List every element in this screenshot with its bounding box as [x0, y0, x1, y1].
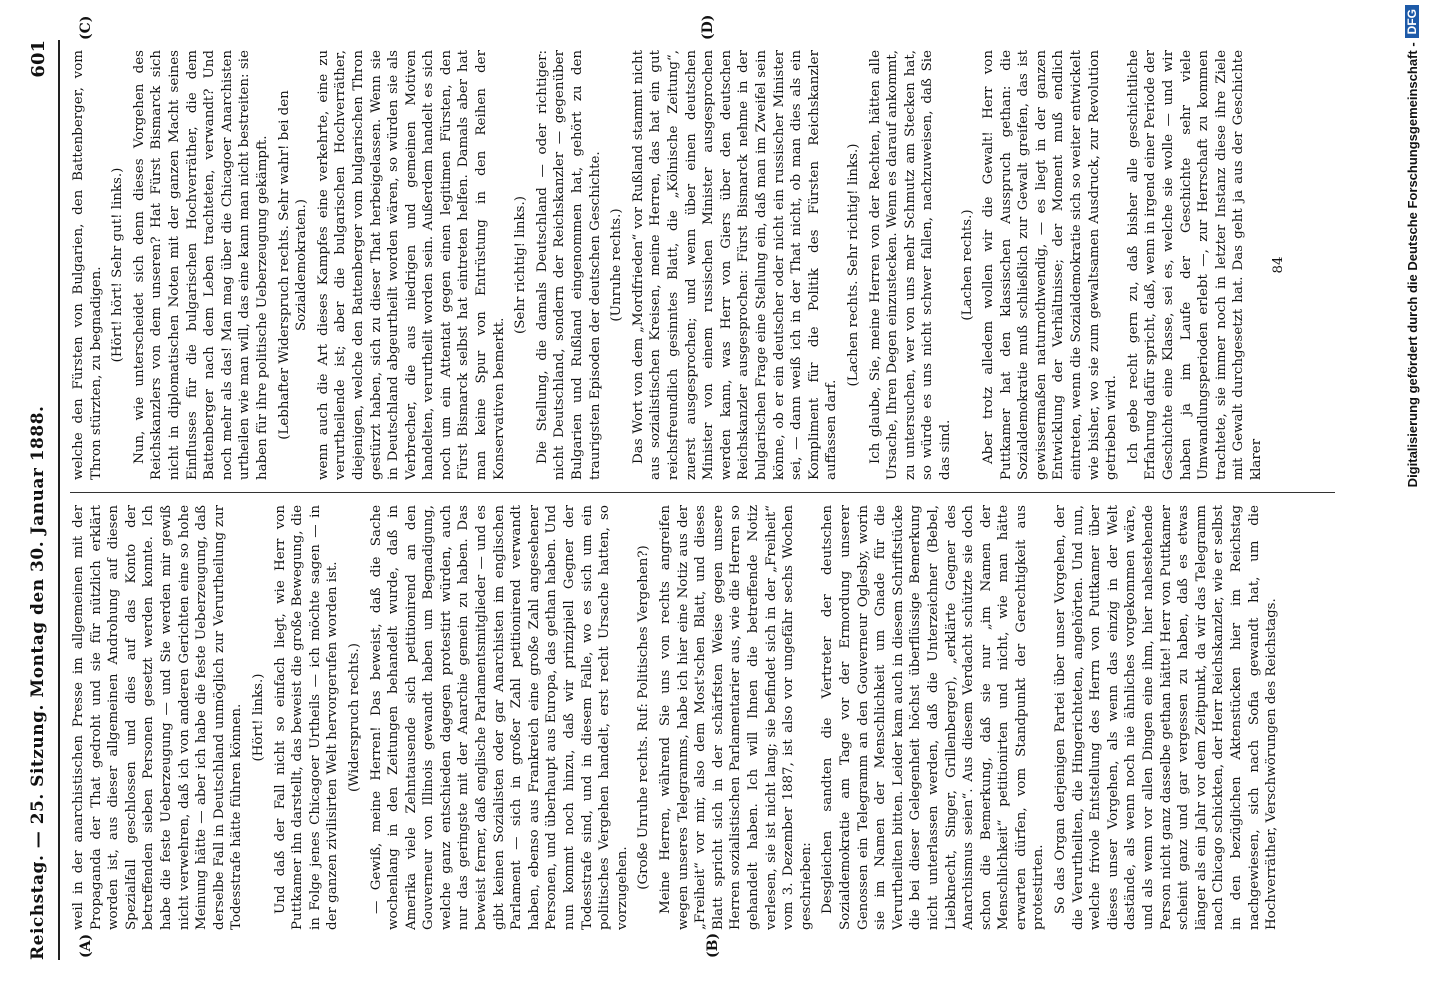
digitization-credit: [1398, 5, 1426, 985]
right-column: [70, 50, 1340, 480]
running-head: Reichstag. — 25. Sitzung. Montag den 30. Januar 1888.: [28, 405, 48, 960]
margin-marker-a: (A): [78, 933, 94, 958]
paragraph: welche den Fürsten von Bulgarien, den Battenberger, vom Thron stürzten, zu begnadigen.: [71, 50, 104, 480]
margin-marker-c: (C): [78, 15, 94, 40]
remark: (Lebhafter Widerspruch rechts. Sehr wahr! bei den Sozialdemokraten.): [276, 90, 310, 440]
remark: (Hört! hört! Sehr gut! links.): [110, 167, 126, 363]
dfg-logo: DFG: [1405, 5, 1419, 38]
paragraph: Die Stellung, die damals Deutschland — oder richtiger: nicht Deutschland, sondern der Reichskanzler — gegenüber Bulgarien und Rußland eingenommen hat, gehört zu den traurigsten Episoden der deutschen Geschichte.: [534, 50, 603, 480]
paragraph: — Gewiß, meine Herren! Das beweist, daß die Sache wochenlang in den Zeitungen behandelt wurde, daß in Amerika viele Zehntausende sich petitionirend an den Gouverneur von Illinois gewandt haben um Begnadigung, welche ganz entschieden dagegen protestirt würden, auch nur das geringste mit der Anarchie gemein zu haben. Das beweist ferner, daß englische Parlamentsmitglieder — und es gibt keinen Sozialisten oder gar Anarchisten im englischen Parlament — sich in großer Zahl petitionirend verwandt haben, ebenso aus Frankreich eine große Zahl angesehener Personen, und überhaupt aus Europa, das gethan haben. Und nun kommt noch hinzu, daß wir prinzipiell Gegner der Todesstrafe sind, und in diesem Falle, wo es sich um ein politisches Vergehen handelt, erst recht Ursache hatten, so vorzugehen.: [368, 505, 630, 930]
remark: (Sehr richtig! links.): [513, 196, 529, 334]
column-divider: [70, 492, 1335, 493]
remark: (Große Unruhe rechts. Ruf: Politisches Vergehen?): [636, 545, 652, 890]
remark: (Widerspruch rechts.): [346, 643, 362, 792]
remark: (Lachen rechts. Sehr richtig! links.): [845, 143, 861, 387]
paragraph: Aber trotz alledem wollen wir die Gewalt! Herr von Puttkamer hat den klassischen Ausspruch gethan: die Sozialdemokratie muß schließlich zur Gewalt greifen, das ist gewissermaßen naturnothwendig, — es liegt in der ganzen Entwicklung der Verhältnisse; der Moment muß endlich eintreten, wenn die Sozialdemokratie sich so weiter entwickelt wie bisher, wo sie zum gewaltsamen Ausdruck, zur Revolution getrieben wird.: [981, 50, 1120, 480]
paragraph: Und daß der Fall nicht so einfach liegt, wie Herr von Puttkamer ihn darstellt, das beweist die große Bewegung, die in Folge jenes Chicagoer Urtheils — ich möchte sagen — in der ganzen zivilisirten Welt hervorgerufen worden ist.: [272, 505, 341, 930]
paragraph: weil in der anarchistischen Presse im allgemeinen mit der Propaganda der That gedroht und sie für nützlich erklärt worden ist, aus dieser allgemeinen Androhung auf diesen Spezialfall geschlossen und dies auf das Konto der betreffenden sieben Personen gesetzt werden konnte. Ich habe die feste Ueberzeugung — und Sie werden mir gewiß nicht verwehren, daß ich von anderen Gerichten eine so hohe Meinung hätte — aber ich habe die feste Ueberzeugung, daß derselbe Fall in Deutschland unmöglich zur Verurtheilung zur Todesstrafe hätte führen können.: [71, 505, 245, 930]
paragraph: Nun, wie unterscheidet sich denn dieses Vorgehen des Reichskanzlers von dem unseren? Hat Fürst Bismarck sich nicht in diplomatischen Noten mit der ganzen Macht seines Einflusses für die bulgarischen Hochverräther, die dem Battenberger nach dem Leben trachteten, verwandt? Und noch mehr als das! Man mag über die Chicagoer Anarchisten urtheilen wie man will, das eine kann man nicht bestreiten: sie haben für ihre politische Ueberzeugung gekämpft.: [131, 50, 270, 480]
margin-marker-d: (D): [700, 14, 716, 40]
paragraph: Ich gebe recht gern zu, daß bisher alle geschichtliche Erfahrung dafür spricht, daß, wenn in irgend einer Periode der Geschichte eine Klasse, sei es, welche sie wolle — und wir haben ja im Laufe der Geschichte sehr viele Umwandlungsperioden erlebt —, zur Herrschaft zu kommen trachtete, sie immer noch in letzter Instanz diese ihre Ziele mit Gewalt durchgesetzt hat. Das geht ja aus der Geschichte klarer: [1125, 50, 1264, 480]
paragraph: So das Organ derjenigen Partei über unser Vorgehen, der die Verurtheilten, die Hingerichteten, angehörten. Und nun, welche frivole Entstellung des Herrn von Puttkamer über dieses unser Vorgehen, als wenn das einzig in der Welt dastände, als wenn noch nie ähnliches vorgekommen wäre, und als wenn vor allen Dingen eine ihm, hier nahestehende Person nicht ganz dasselbe gethan hätte! Herr von Puttkamer scheint ganz und gar vergessen zu haben, daß es etwas länger als ein Jahr vor dem Zeitpunkt, da wir das Telegramm nach Chicago schickten, der Herr Reichskanzler, wie er selbst in den bezüglichen Aktenstücken hier im Reichstag nachgewiesen, sich nach Sofia gewandt hat, um die Hochverräther, Verschwörungen des Reichstags.: [1053, 505, 1280, 930]
header-rule: [58, 40, 60, 960]
credit-text: Digitalisierung gefördert durch die Deutsche Forschungsgemeinschaft -: [1404, 42, 1420, 488]
paragraph: wenn auch die Art dieses Kampfes eine verkehrte, eine zu verurtheilende ist; aber die bulgarischen Hochverräther, diejenigen, welche den Battenberger vom bulgarischen Thron gestürzt haben, sich zu dieser That herbeigelassen. Wenn sie in Deutschland abgeurtheilt worden wären, so würden sie als Verbrecher, die aus niedrigen und gemeinen Motiven handelten, verurtheilt worden sein. Außerdem handelt es sich noch um ein Attentat gegen einen legitimen Fürsten, den Fürst Bismarck selbst hat eintreten helfen. Damals aber hat man keine Spur von Entrüstung in den Reihen der Konservativen bemerkt.: [315, 50, 507, 480]
remark: (Lachen rechts.): [959, 209, 975, 321]
margin-marker-b: (B): [705, 932, 721, 958]
left-column: [70, 505, 1340, 930]
paragraph: Meine Herren, während Sie uns von rechts angreifen wegen unseres Telegramms, habe ich hier eine Notiz aus der „Freiheit“ vor mir, also dem Most'schen Blatt, und dieses Blatt spricht sich in der schärfsten Weise gegen unsere Herren sozialistischen Parlamentarier aus, wie die Herren so gehandelt haben. Ich will Ihnen die betreffende Notiz verlesen, sie ist nicht lang; sie befindet sich in der „Freiheit“ vom 3. Dezember 1887, ist also vor ungefähr sechs Wochen geschrieben:: [658, 505, 814, 930]
remark: (Unruhe rechts.): [609, 208, 625, 322]
paragraph: Ich glaube, Sie, meine Herren von der Rechten, hätten alle Ursache, Ihren Degen einzustecken. Wenn es darauf ankommt, zu untersuchen, wer von uns mehr Schmutz am Stecken hat, so würde es uns nicht schwer fallen, nachzuweisen, daß Sie das sind.: [867, 50, 953, 480]
quotation: Desgleichen sandten die Vertreter der deutschen Sozialdemokratie am Tage vor der Ermordung unserer Genossen ein Telegramm an den Gouverneur Oglesby, worin sie im Namen der Menschlichkeit um Gnade für die Verurtheilten bitten. Leider kam auch in diesem Schriftstücke die bei dieser Gelegenheit höchst überflüssige Bemerkung nicht unterlassen werden, daß die Unterzeichner (Bebel, Liebknecht, Singer, Grillenberger), „erklärte Gegner des Anarchismus seien“. Aus diesem Verdacht schützte sie doch schon die Bemerkung, daß sie nur „im Namen der Menschlichkeit“ petitionirten und nicht, wie man hätte erwarten dürfen, vom Standpunkt der Gerechtigkeit aus protestirten.: [820, 505, 1047, 930]
paragraph: Das Wort von dem „Mordfrieden“ vor Rußland stammt nicht aus sozialistischen Kreisen, meine Herren, das hat ein gut reichsfreundlich gesinntes Blatt, die „Kölnische Zeitung“, zuerst ausgesprochen; und wenn über einen deutschen Minister von einem russischen Minister ausgesprochen werden kann, was Herr von Giers über den deutschen Reichskanzler ausgesprochen: Fürst Bismarck nehme in der bulgarischen Frage eine Stellung ein, daß man im Zweifel sein könne, ob er ein deutscher oder nicht ein russischer Minister sei, — dann weiß ich in der That nicht, ob man dies als ein Kompliment für die Politik des Fürsten Reichskanzler auffassen darf.: [630, 50, 840, 480]
remark: (Hört! links.): [250, 673, 266, 762]
signature-mark: 84: [1270, 256, 1286, 274]
page-number: 601: [28, 40, 49, 78]
page-header: [28, 40, 58, 960]
